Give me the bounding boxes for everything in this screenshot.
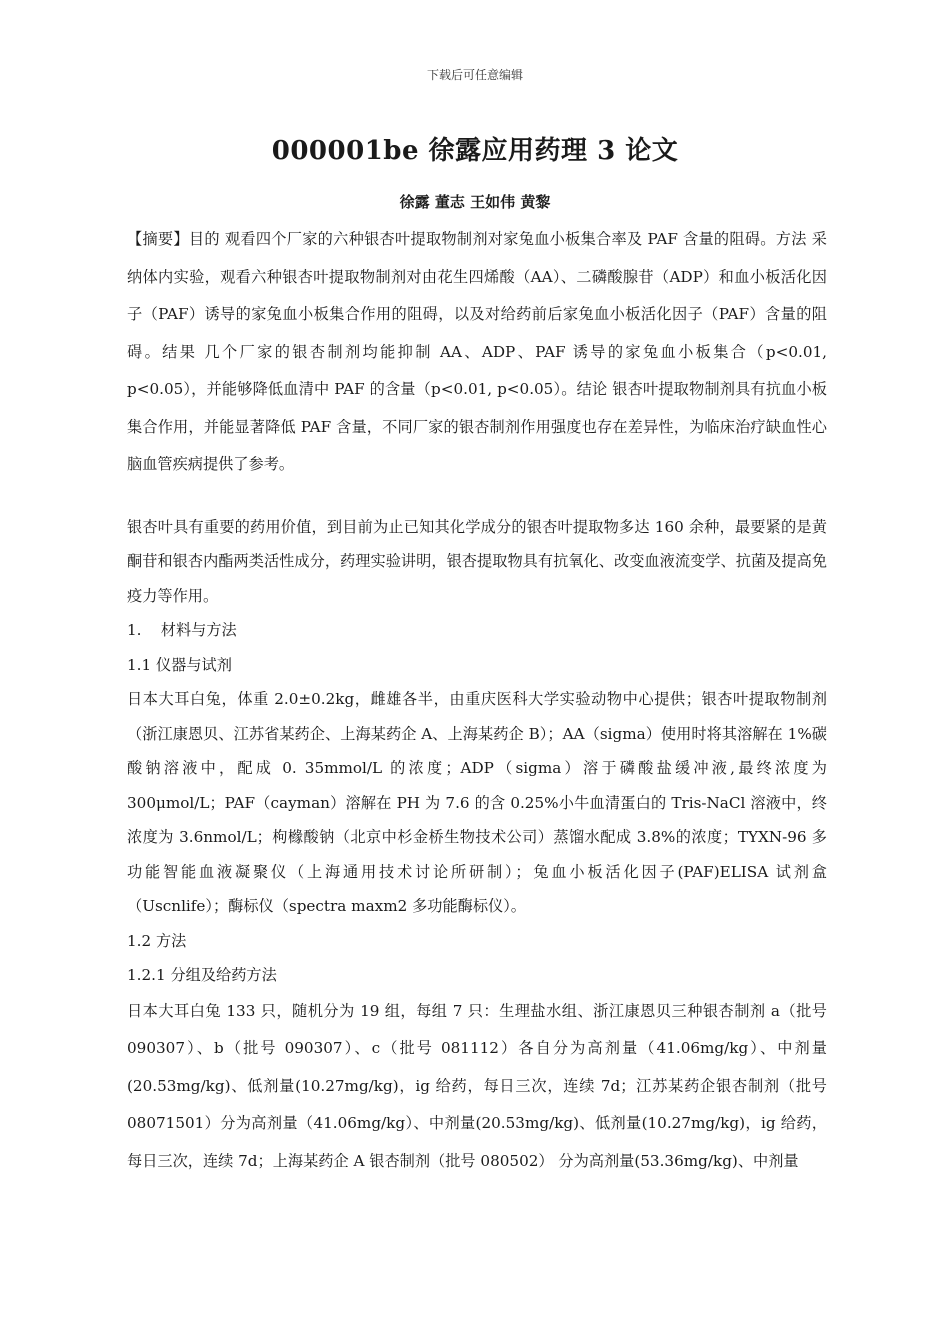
section-heading-1-2-1: 1.2.1 分组及给药方法 xyxy=(127,966,277,984)
page-header-note: 下载后可任意编辑 xyxy=(426,68,523,82)
document-title: 000001be 徐露应用药理 3 论文 xyxy=(271,136,679,166)
author-list: 徐露 董志 王如伟 黄黎 xyxy=(399,193,551,211)
paragraph-spacer xyxy=(127,484,827,510)
intro-paragraph: 银杏叶具有重要的药用价值，到目前为止已知其化学成分的银杏叶提取物多达 160 余种，最要紧的是黄酮苷和银杏内酯两类活性成分，药理实验讲明，银杏提取物具有抗氧化、改变血液流变学、抗菌及提高免疫力等作用。 xyxy=(127,517,827,605)
abstract-paragraph: 【摘要】目的 观看四个厂家的六种银杏叶提取物制剂对家兔血小板集合率及 PAF 含量的阻碍。方法 采纳体内实验，观看六种银杏叶提取物制剂对由花生四烯酸（AA）、二磷酸腺苷（ADP）和血小板活化因子（PAF）诱导的家兔血小板集合作用的阻碍，以及对给药前后家兔血小板活化因子（PAF）含量的阻碍。结果 几个厂家的银杏制剂均能抑制 AA、ADP、PAF 诱导的家兔血小板集合（p<0.01, p<0.05），并能够降低血清中 PAF 的含量（p<0.01, p<0.05）。结论 银杏叶提取物制剂具有抗血小板集合作用，并能显著降低 PAF 含量，不同厂家的银杏制剂作用强度也存在差异性，为临床治疗缺血性心脑血管疾病提供了参考。 xyxy=(127,230,827,473)
section-heading-1: 1. 材料与方法 xyxy=(127,621,237,639)
methods-paragraph: 日本大耳白兔 133 只，随机分为 19 组，每组 7 只：生理盐水组、浙江康恩贝三种银杏制剂 a（批号 090307）、b（批号 090307）、c（批号 081112）各自分为高剂量（41.06mg/kg）、中剂量(20.53mg/kg)、低剂量(10.27mg/kg)，ig 给药，每日三次，连续 7d；江苏某药企银杏制剂（批号 08071501）分为高剂量（41.06mg/kg）、中剂量(20.53mg/kg)、低剂量(10.27mg/kg)，ig 给药，每日三次，连续 7d；上海某药企 A 银杏制剂（批号 080502） 分为高剂量(53.36mg/kg)、中剂量 xyxy=(127,1001,827,1170)
section-heading-1-1: 1.1 仪器与试剂 xyxy=(127,655,232,674)
document-body xyxy=(127,221,827,1180)
section-heading-1-2: 1.2 方法 xyxy=(127,931,187,950)
materials-paragraph: 日本大耳白兔，体重 2.0±0.2kg，雌雄各半，由重庆医科大学实验动物中心提供；银杏叶提取物制剂（浙江康恩贝、江苏省某药企、上海某药企 A、上海某药企 B）；AA（sigma）使用时将其溶解在 1%碳酸钠溶液中，配成 0. 35mmol/L 的浓度；ADP（sigma）溶于磷酸盐缓冲液,最终浓度为 300μmol/L；PAF（cayman）溶解在 PH 为 7.6 的含 0.25%小牛血清蛋白的 Tris-NaCl 溶液中，终浓度为 3.6nmol/L；枸橼酸钠（北京中杉金桥生物技术公司）蒸馏水配成 3.8%的浓度；TYXN-96 多功能智能血液凝聚仪（上海通用技术讨论所研制）；兔血小板活化因子(PAF)ELISA 试剂盒（Uscnlife）；酶标仪（spectra maxm2 多功能酶标仪）。 xyxy=(127,690,827,915)
